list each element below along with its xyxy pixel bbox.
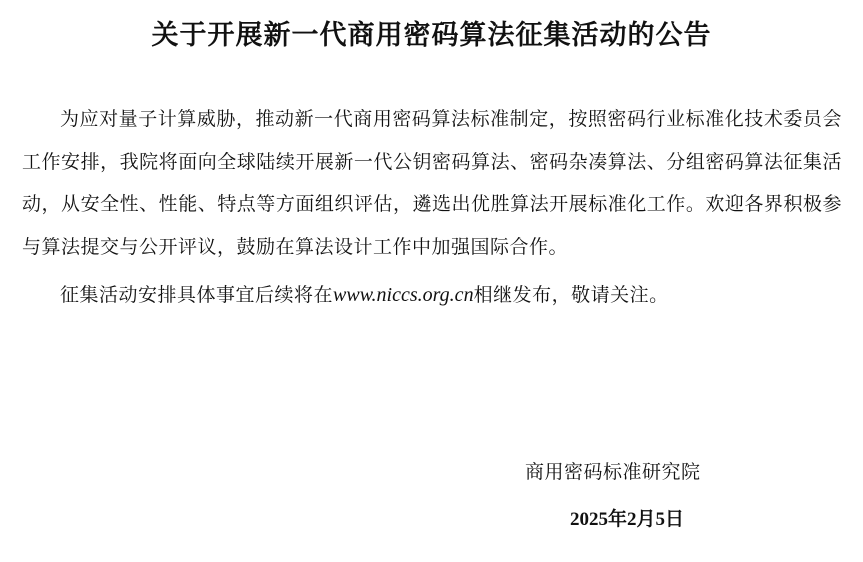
paragraph-2-tail-text: 相继发布，敬请关注。 bbox=[473, 283, 669, 306]
issue-date: 2025年2月5日 bbox=[570, 509, 685, 530]
website-link[interactable]: www.niccs.org.cn bbox=[333, 283, 474, 306]
paragraph-2-lead-text: 征集活动安排具体事宜后续将在 bbox=[60, 283, 334, 306]
notice-body bbox=[22, 98, 842, 317]
issuer-signature: 商用密码标准研究院 bbox=[525, 461, 701, 483]
paragraph-2 bbox=[22, 274, 842, 317]
paragraph-1: 为应对量子计算威胁，推动新一代商用密码算法标准制定，按照密码行业标准化技术委员会工作安排，我院将面向全球陆续开展新一代公钥密码算法、密码杂凑算法、分组密码算法征集活动，从安全性、性能、特点等方面组织评估，遴选出优胜算法开展标准化工作。欢迎各界积极参与算法提交与公开评议，鼓励在算法设计工作中加强国际合作。 bbox=[22, 108, 842, 259]
notice-title: 关于开展新一代商用密码算法征集活动的公告 bbox=[151, 20, 712, 51]
